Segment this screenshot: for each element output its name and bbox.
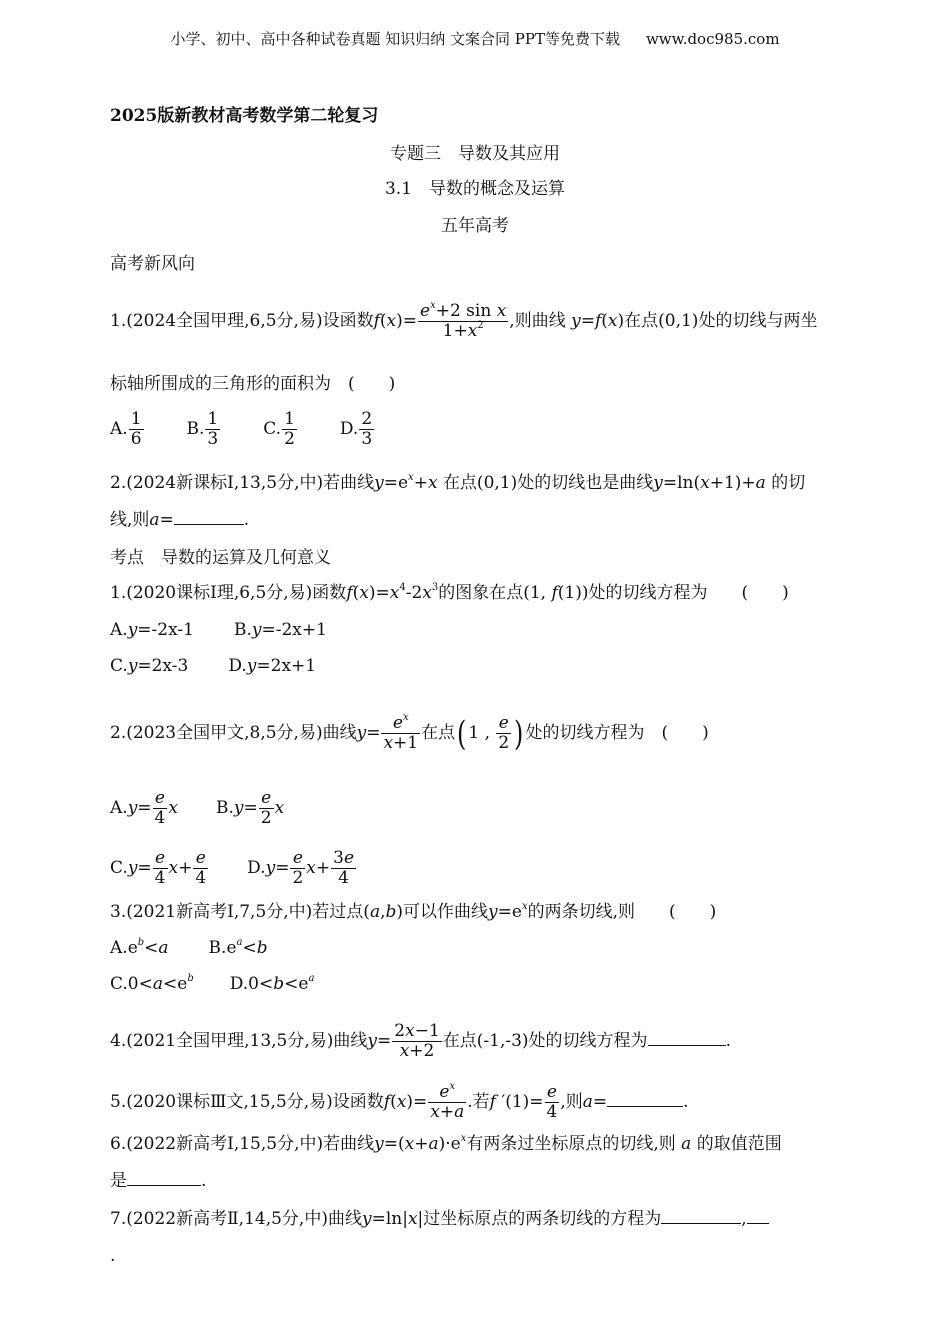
question-1-options-cd: C.y=2x-3 D.y=2x+1: [110, 656, 317, 676]
question-2-options-cd: C.y= $\frac{e}{4}$ x+ $\frac{e}{4}$ D.y= $\frac{e}{2}$ x+ $\frac{3e}{4}$: [110, 848, 355, 888]
question-2-options-ab: A.y= $\frac{e}{4}$ x B.y= $\frac{e}{2}$ x: [110, 788, 285, 828]
answer-blank[interactable]: [661, 1209, 741, 1224]
question-3-options-ab: $A.e^b<a$ $B.e^a<b$: [110, 937, 268, 958]
question-2024-1-cont: 标轴所围成的三角形的面积为 ( ): [110, 374, 396, 394]
question-3: 3.(2021新高考Ⅰ,7,5分,中)若过点(a,b)可以作曲线$y=e^x$的两条切线,则 ( ): [110, 901, 717, 922]
answer-blank[interactable]: [127, 1171, 201, 1186]
answer-blank[interactable]: [607, 1092, 683, 1107]
header-site-link[interactable]: www.doc985.com: [645, 30, 780, 48]
question-4: 4.(2021全国甲理,13,5分,易)曲线y= $\frac{2x-1}{x+2}$ 在点(-1,-3)处的切线方程为 .: [110, 1021, 731, 1061]
question-1: 1.(2020课标Ⅰ理,6,5分,易)函数$f(x)=x^4-2x^3$的图象在点(1, f(1))处的切线方程为 ( ): [110, 582, 789, 603]
doc-title: 2025版新教材高考数学第二轮复习: [110, 106, 379, 126]
question-7-cont: .: [110, 1246, 116, 1266]
options-2024-1: A. $\frac{1}{6}$ B. $\frac{1}{3}$ C. $\frac{1}{2}$ D. $\frac{2}{3}$: [110, 409, 373, 449]
label-new-trend: 高考新风向: [110, 254, 195, 274]
answer-blank[interactable]: [648, 1031, 726, 1046]
question-2024-2-cont: 线,则a= .: [110, 510, 250, 530]
question-2: 2.(2023全国甲文,8,5分,易)曲线y= $\frac{e^x}{x+1}$ 在点( 1 , $\frac{e}{2}$ ) 处的切线方程为 ( ): [110, 712, 709, 754]
question-1-options-ab: A.y=-2x-1 B.y=-2x+1: [110, 620, 327, 640]
section-title: 3.1 导数的概念及运算: [384, 179, 566, 199]
question-2024-1: 1.(2024全国甲理,6,5分,易)设函数f(x)= $\frac{e^x+2 \sin x}{1+x^2}$ ,则曲线 y=f(x)在点(0,1)处的切线与两坐: [110, 300, 818, 341]
question-6: 6.(2022新高考Ⅰ,15,5分,中)若曲线$y=(x+a)\cdot e^x$有两条过坐标原点的切线,则 a 的取值范围: [110, 1133, 782, 1154]
question-5: 5.(2020课标Ⅲ文,15,5分,易)设函数f(x)= $\frac{e^x}{x+a}$ .若f ′(1)= $\frac{e}{4}$ ,则a= .: [110, 1081, 689, 1122]
question-2024-2: 2.(2024新课标Ⅰ,13,5分,中)若曲线$y=e^x+x$ 在点(0,1)处的切线也是曲线y=ln(x+1)+a 的切: [110, 472, 806, 493]
label-kaodian: 考点 导数的运算及几何意义: [110, 548, 331, 568]
fraction: $\frac{e^x+2 \sin x}{1+x^2}$: [420, 300, 507, 341]
answer-blank[interactable]: [174, 510, 244, 525]
question-7: 7.(2022新高考Ⅱ,14,5分,中)曲线y=ln|x|过坐标原点的两条切线的方程为 ,: [110, 1207, 769, 1231]
answer-blank[interactable]: [747, 1209, 769, 1224]
question-3-options-cd: $C.0<a<e^b$ $D.0<b<e^a$: [110, 973, 315, 994]
question-6-cont: 是 .: [110, 1171, 207, 1191]
subsection-title: 五年高考: [441, 216, 509, 236]
header-text: 小学、初中、高中各种试卷真题 知识归纳 文案合同 PPT等免费下载: [170, 30, 620, 48]
page-header: [0, 27, 950, 51]
topic-title: 专题三 导数及其应用: [390, 144, 560, 164]
